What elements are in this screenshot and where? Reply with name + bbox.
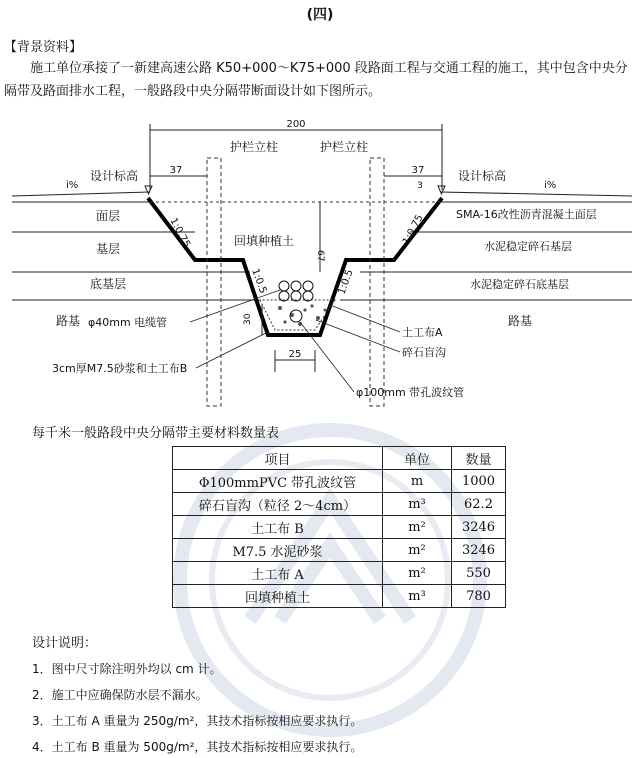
cell-unit: m² <box>383 516 452 539</box>
table-row <box>173 539 506 562</box>
geotextile-a-label: 土工布A <box>402 326 443 339</box>
table-header-row <box>173 447 506 470</box>
layer-base-label: 基层 <box>96 242 121 256</box>
note-item: 4．土工布 B 重量为 500g/m²，其技术指标按相应要求执行。 <box>32 740 363 754</box>
cell-item: 土工布 B <box>173 516 383 539</box>
materials-table <box>172 446 506 608</box>
design-elev-right: 设计标高 <box>458 169 507 183</box>
cell-quantity: 3246 <box>452 516 506 539</box>
dim-height: 67 <box>315 250 325 262</box>
median-cross-section-diagram <box>0 110 640 410</box>
dim-small: 3 <box>417 181 423 191</box>
note-item: 3．土工布 A 重量为 250g/m²，其技术指标按相应要求执行。 <box>32 714 363 728</box>
cell-item: 土工布 A <box>173 562 383 585</box>
note-item: 1．图中尺寸除注明外均以 cm 计。 <box>32 662 222 676</box>
gravel-drain-label: 碎石盲沟 <box>402 346 446 359</box>
slope-left-upper: 1:0.75 <box>167 216 193 250</box>
note-item: 2．施工中应确保防水层不漏水。 <box>32 688 208 702</box>
dim-side: 30 <box>243 313 253 325</box>
header-quantity: 数量 <box>452 447 506 470</box>
background-paragraph: 施工单位承接了一新建高速公路 K50+000～K75+000 段路面工程与交通工程的施工，其中包含中央分隔带及路面排水工程，一般路段中央分隔带断面设计如下图所示。 <box>4 61 628 99</box>
notes-title: 设计说明： <box>32 636 98 651</box>
cell-item: 碎石盲沟（粒径 2～4cm） <box>173 493 383 516</box>
corrugated-pipe-label: φ100mm 带孔波纹管 <box>356 386 465 399</box>
cell-quantity: 3246 <box>452 539 506 562</box>
cell-item: 回填种植土 <box>173 585 383 608</box>
layer-surface-label: 面层 <box>96 209 121 223</box>
grade-left: i% <box>66 180 79 191</box>
cell-unit: m³ <box>383 493 452 516</box>
table-row <box>173 585 506 608</box>
table-row <box>173 562 506 585</box>
cell-unit: m² <box>383 562 452 585</box>
cement-subbase-label: 水泥稳定碎石底基层 <box>470 278 569 291</box>
dim-left: 37 <box>169 165 183 176</box>
table-row <box>173 470 506 493</box>
cable-pipe-label: φ40mm 电缆管 <box>88 316 168 329</box>
cell-quantity: 62.2 <box>452 493 506 516</box>
cell-unit: m² <box>383 539 452 562</box>
grade-right: i% <box>544 180 557 191</box>
header-item: 项目 <box>173 447 383 470</box>
subgrade-left-label: 路基 <box>56 314 81 328</box>
subgrade-right-label: 路基 <box>508 314 533 328</box>
cell-unit: m <box>383 470 452 493</box>
table-title: 每千米一般路段中央分隔带主要材料数量表 <box>32 426 280 441</box>
layer-subbase-label: 底基层 <box>90 277 127 291</box>
mortar-label: 3cm厚M7.5砂浆和土工布B <box>52 362 188 375</box>
cell-unit: m³ <box>383 585 452 608</box>
header-unit: 单位 <box>383 447 452 470</box>
background-label: 【背景资料】 <box>4 40 83 55</box>
sma-layer-label: SMA-16改性沥青混凝土面层 <box>456 208 597 221</box>
table-row <box>173 516 506 539</box>
cell-quantity: 1000 <box>452 470 506 493</box>
design-elev-left: 设计标高 <box>90 169 139 183</box>
table-row <box>173 493 506 516</box>
cell-item: M7.5 水泥砂浆 <box>173 539 383 562</box>
dim-total: 200 <box>286 119 306 130</box>
slope-right-lower: 1:0.5 <box>336 268 356 297</box>
cement-base-label: 水泥稳定碎石基层 <box>484 240 572 253</box>
cell-quantity: 780 <box>452 585 506 608</box>
slope-right-upper: 1:0.75 <box>400 212 426 247</box>
dim-right: 37 <box>411 165 425 176</box>
guardrail-left-label: 护栏立柱 <box>230 140 279 154</box>
guardrail-right-label: 护栏立柱 <box>320 140 369 154</box>
cell-quantity: 550 <box>452 562 506 585</box>
dim-bottom: 25 <box>288 349 302 360</box>
section-title: (四) <box>306 7 334 23</box>
slope-left-lower: 1:0.5 <box>249 267 269 296</box>
backfill-label: 回填种植土 <box>234 234 295 248</box>
cell-item: Φ100mmPVC 带孔波纹管 <box>173 470 383 493</box>
